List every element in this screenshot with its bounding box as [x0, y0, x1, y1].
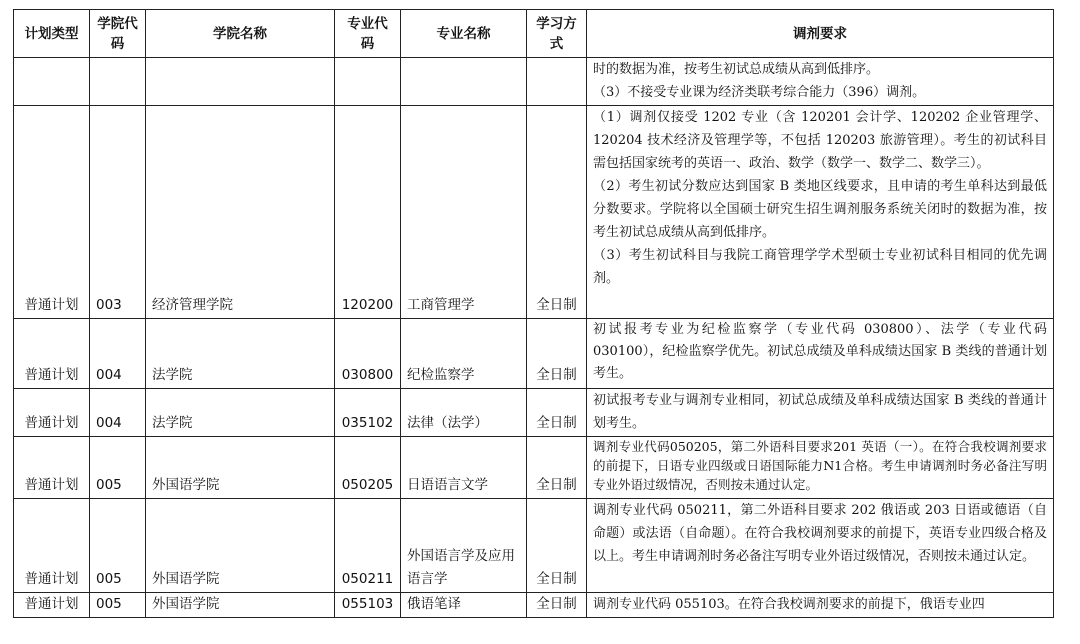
- table-row: [14, 389, 1054, 437]
- requirement-paragraph: 初试报考专业为纪检监察学（专业代码 030800）、法学（专业代码 030100），纪检监察学优先。初试总成绩及单科成绩达国家 B 类线的普通计划考生。: [593, 322, 1047, 381]
- adjustment-table: [13, 9, 1054, 618]
- requirement-paragraph: 初试报考专业与调剂专业相同，初试总成绩及单科成绩达国家 B 类线的普通计划考生。: [593, 393, 1047, 431]
- study-mode-cell: 全日制: [527, 389, 587, 437]
- major-name-cell: 俄语笔译: [401, 593, 527, 618]
- study-mode-cell: 全日制: [527, 106, 587, 319]
- requirement-paragraph: 时的数据为准，按考生初试总成绩从高到低排序。: [593, 62, 880, 77]
- major-code-cell: 120200: [335, 106, 401, 319]
- major-code-cell: 030800: [335, 319, 401, 389]
- college-code-cell: 003: [90, 106, 146, 319]
- study-mode-cell: 全日制: [527, 319, 587, 389]
- major-code-cell: 050211: [335, 499, 401, 593]
- requirements-cell: [587, 593, 1054, 618]
- requirements-cell: [587, 319, 1054, 389]
- header-requirements: 调剂要求: [587, 10, 1054, 58]
- requirements-cell: [587, 499, 1054, 593]
- header-plan-type: 计划类型: [14, 10, 90, 58]
- requirement-paragraph: （1）调剂仅接受 1202 专业（含 120201 会计学、120202 企业管理学、120204 技术经济及管理学等，不包括 120203 旅游管理）。考生的初试科目需包括国家统考的英语一、政治、数学（数学一、数学二、数学三）。: [593, 110, 1047, 171]
- plan-type-cell: 普通计划: [14, 389, 90, 437]
- college-code-cell: [90, 58, 146, 106]
- major-name-cell: 法律（法学）: [401, 389, 527, 437]
- requirements-cell: [587, 389, 1054, 437]
- plan-type-cell: [14, 58, 90, 106]
- major-name-cell: 日语语言文学: [401, 437, 527, 499]
- header-major-code: 专业代码: [335, 10, 401, 58]
- requirements-cell: [587, 437, 1054, 499]
- requirements-cell: [587, 106, 1054, 319]
- requirement-paragraph: （3）不接受专业课为经济类联考综合能力（396）调剂。: [593, 85, 926, 100]
- college-name-cell: 法学院: [146, 389, 335, 437]
- table-row: [14, 499, 1054, 593]
- college-code-cell: 004: [90, 389, 146, 437]
- table-row: [14, 437, 1054, 499]
- plan-type-cell: 普通计划: [14, 106, 90, 319]
- college-name-cell: [146, 58, 335, 106]
- major-code-cell: 035102: [335, 389, 401, 437]
- study-mode-cell: 全日制: [527, 593, 587, 618]
- requirements-cell: [587, 58, 1054, 106]
- study-mode-cell: [527, 58, 587, 106]
- plan-type-cell: 普通计划: [14, 319, 90, 389]
- college-name-cell: 外国语学院: [146, 499, 335, 593]
- major-name-cell: [401, 58, 527, 106]
- college-code-cell: 005: [90, 499, 146, 593]
- requirement-paragraph: 调剂专业代码050205，第二外语科目要求201 英语（一）。在符合我校调剂要求的前提下，日语专业四级或日语国际能力N1合格。考生申请调剂时务必备注写明专业外语过级情况，否则按未通过认定。: [593, 439, 1047, 492]
- plan-type-cell: 普通计划: [14, 499, 90, 593]
- college-name-cell: 法学院: [146, 319, 335, 389]
- major-name-cell: 工商管理学: [401, 106, 527, 319]
- table-row: [14, 593, 1054, 618]
- requirement-paragraph: 调剂专业代码 050211，第二外语科目要求 202 俄语或 203 日语或德语（自命题）或法语（自命题）。在符合我校调剂要求的前提下，英语专业四级合格及以上。考生申请调剂时务必备注写明专业外语过级情况，否则按未通过认定。: [593, 503, 1047, 564]
- table-row: [14, 319, 1054, 389]
- requirement-paragraph: 调剂专业代码 055103。在符合我校调剂要求的前提下，俄语专业四: [593, 597, 985, 612]
- table-row: [14, 106, 1054, 319]
- plan-type-cell: 普通计划: [14, 437, 90, 499]
- major-name-cell: 外国语言学及应用语言学: [401, 499, 527, 593]
- major-code-cell: 050205: [335, 437, 401, 499]
- major-code-cell: 055103: [335, 593, 401, 618]
- college-code-cell: 005: [90, 593, 146, 618]
- college-name-cell: 经济管理学院: [146, 106, 335, 319]
- table-row: [14, 58, 1054, 106]
- plan-type-cell: 普通计划: [14, 593, 90, 618]
- major-name-cell: 纪检监察学: [401, 319, 527, 389]
- college-code-cell: 005: [90, 437, 146, 499]
- header-college-code: 学院代码: [90, 10, 146, 58]
- header-college-name: 学院名称: [146, 10, 335, 58]
- header-major-name: 专业名称: [401, 10, 527, 58]
- college-name-cell: 外国语学院: [146, 593, 335, 618]
- requirement-paragraph: （2）考生初试分数应达到国家 B 类地区线要求，且申请的考生单科达到最低分数要求。学院将以全国硕士研究生招生调剂服务系统关闭时的数据为准，按考生初试总成绩从高到低排序。: [593, 179, 1047, 240]
- header-study-mode: 学习方式: [527, 10, 587, 58]
- college-code-cell: 004: [90, 319, 146, 389]
- college-name-cell: 外国语学院: [146, 437, 335, 499]
- table-header-row: [14, 10, 1054, 58]
- requirement-paragraph: （3）考生初试科目与我院工商管理学学术型硕士专业初试科目相同的优先调剂。: [593, 248, 1047, 286]
- major-code-cell: [335, 58, 401, 106]
- study-mode-cell: 全日制: [527, 499, 587, 593]
- study-mode-cell: 全日制: [527, 437, 587, 499]
